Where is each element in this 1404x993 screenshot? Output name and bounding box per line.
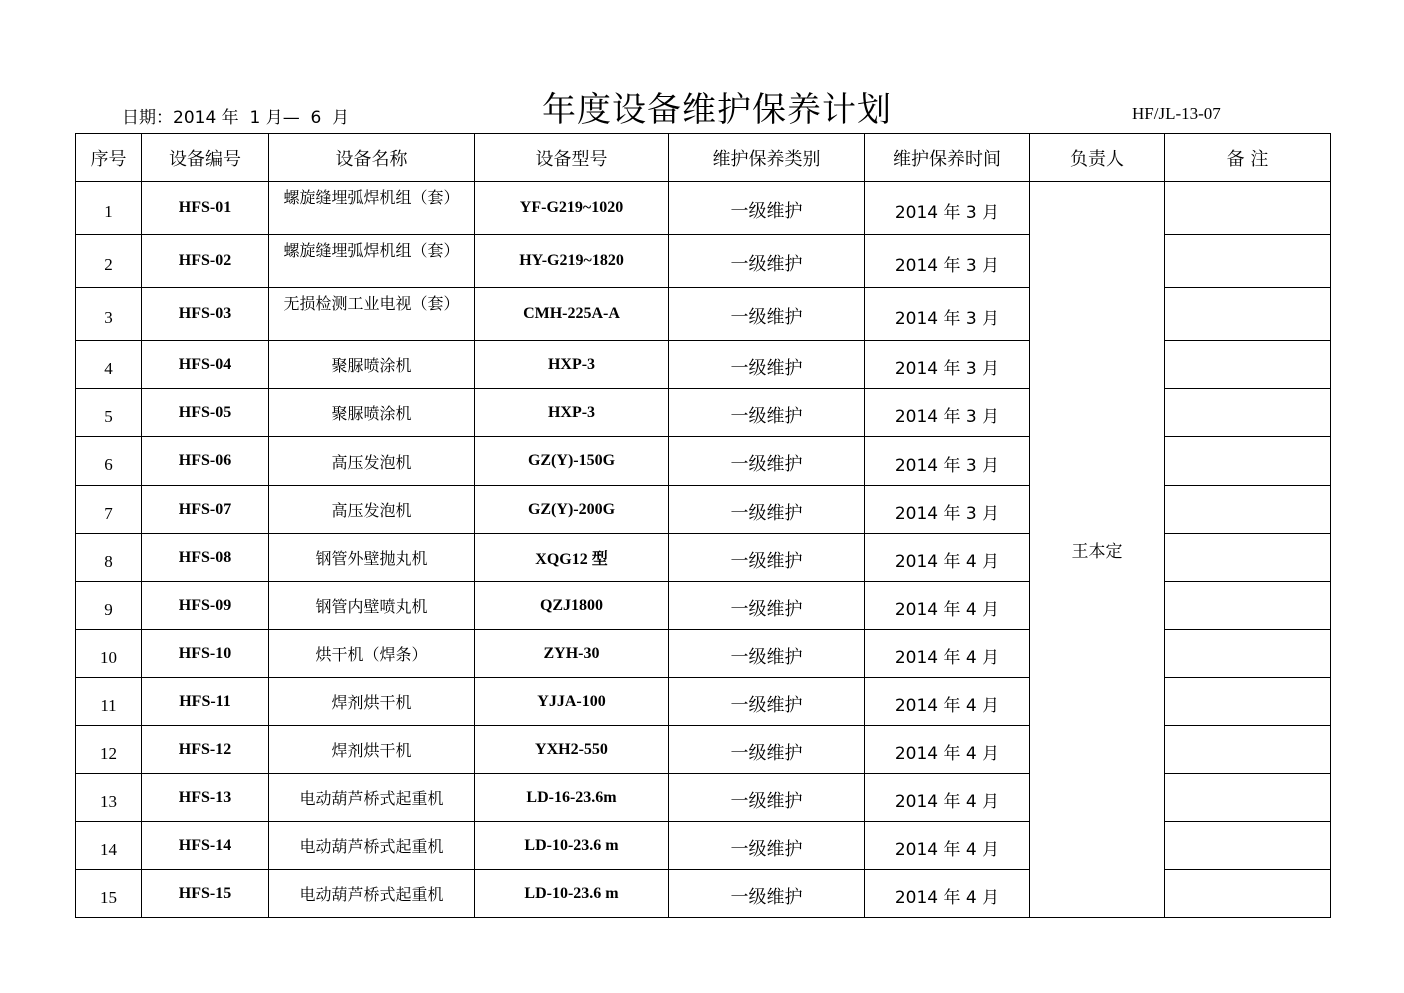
cell-equipment-name: 电动葫芦桥式起重机 xyxy=(269,870,475,918)
cell-model: LD-10-23.6 m xyxy=(475,870,669,918)
table-header-row xyxy=(76,134,1331,182)
cell-maintenance-time: 2014 年 3 月 xyxy=(865,341,1030,389)
cell-seq: 14 xyxy=(76,822,142,870)
cell-maintenance-time: 2014 年 4 月 xyxy=(865,534,1030,582)
column-header-maintenance-type: 维护保养类别 xyxy=(669,134,865,182)
cell-maintenance-type: 一级维护 xyxy=(669,630,865,678)
cell-maintenance-type: 一级维护 xyxy=(669,182,865,235)
cell-maintenance-time: 2014 年 3 月 xyxy=(865,486,1030,534)
table-row xyxy=(76,182,1331,235)
cell-equipment-id: HFS-02 xyxy=(142,235,269,288)
cell-model: LD-10-23.6 m xyxy=(475,822,669,870)
cell-maintenance-time: 2014 年 4 月 xyxy=(865,870,1030,918)
column-header-equipment-id: 设备编号 xyxy=(142,134,269,182)
cell-maintenance-type: 一级维护 xyxy=(669,870,865,918)
cell-maintenance-type: 一级维护 xyxy=(669,288,865,341)
cell-equipment-id: HFS-10 xyxy=(142,630,269,678)
cell-equipment-name: 聚脲喷涂机 xyxy=(269,341,475,389)
cell-seq: 9 xyxy=(76,582,142,630)
cell-maintenance-type: 一级维护 xyxy=(669,486,865,534)
page-title: 年度设备维护保养计划 xyxy=(542,90,892,130)
cell-equipment-name: 螺旋缝埋弧焊机组（套） xyxy=(269,182,475,235)
cell-maintenance-time: 2014 年 4 月 xyxy=(865,678,1030,726)
cell-maintenance-time: 2014 年 3 月 xyxy=(865,288,1030,341)
maintenance-plan-table xyxy=(75,133,1331,918)
column-header-model: 设备型号 xyxy=(475,134,669,182)
cell-model: ZYH-30 xyxy=(475,630,669,678)
cell-equipment-name: 电动葫芦桥式起重机 xyxy=(269,822,475,870)
cell-seq: 13 xyxy=(76,774,142,822)
cell-seq: 2 xyxy=(76,235,142,288)
cell-remarks xyxy=(1165,678,1331,726)
cell-remarks xyxy=(1165,774,1331,822)
cell-equipment-id: HFS-11 xyxy=(142,678,269,726)
cell-equipment-id: HFS-03 xyxy=(142,288,269,341)
cell-maintenance-time: 2014 年 3 月 xyxy=(865,182,1030,235)
cell-seq: 11 xyxy=(76,678,142,726)
column-header-seq: 序号 xyxy=(76,134,142,182)
cell-equipment-name: 无损检测工业电视（套） xyxy=(269,288,475,341)
cell-seq: 6 xyxy=(76,437,142,486)
cell-seq: 12 xyxy=(76,726,142,774)
cell-model: YF-G219~1020 xyxy=(475,182,669,235)
cell-maintenance-time: 2014 年 3 月 xyxy=(865,389,1030,437)
cell-maintenance-time: 2014 年 4 月 xyxy=(865,582,1030,630)
cell-remarks xyxy=(1165,582,1331,630)
cell-remarks xyxy=(1165,341,1331,389)
cell-equipment-id: HFS-04 xyxy=(142,341,269,389)
cell-maintenance-type: 一级维护 xyxy=(669,437,865,486)
cell-maintenance-type: 一级维护 xyxy=(669,822,865,870)
cell-equipment-name: 焊剂烘干机 xyxy=(269,726,475,774)
cell-equipment-name: 烘干机（焊条） xyxy=(269,630,475,678)
cell-model: HXP-3 xyxy=(475,341,669,389)
cell-maintenance-type: 一级维护 xyxy=(669,678,865,726)
cell-equipment-name: 钢管内壁喷丸机 xyxy=(269,582,475,630)
cell-remarks xyxy=(1165,630,1331,678)
cell-remarks xyxy=(1165,486,1331,534)
cell-model: YXH2-550 xyxy=(475,726,669,774)
cell-model: LD-16-23.6m xyxy=(475,774,669,822)
cell-equipment-name: 高压发泡机 xyxy=(269,437,475,486)
cell-equipment-name: 高压发泡机 xyxy=(269,486,475,534)
cell-model: CMH-225A-A xyxy=(475,288,669,341)
cell-maintenance-time: 2014 年 3 月 xyxy=(865,235,1030,288)
cell-remarks xyxy=(1165,288,1331,341)
cell-model: YJJA-100 xyxy=(475,678,669,726)
cell-model: GZ(Y)-200G xyxy=(475,486,669,534)
document-code: HF/JL-13-07 xyxy=(1132,104,1221,123)
cell-equipment-id: HFS-15 xyxy=(142,870,269,918)
cell-equipment-name: 螺旋缝埋弧焊机组（套） xyxy=(269,235,475,288)
cell-maintenance-type: 一级维护 xyxy=(669,774,865,822)
cell-seq: 8 xyxy=(76,534,142,582)
cell-equipment-id: HFS-08 xyxy=(142,534,269,582)
cell-maintenance-time: 2014 年 4 月 xyxy=(865,726,1030,774)
cell-equipment-id: HFS-07 xyxy=(142,486,269,534)
cell-model: HXP-3 xyxy=(475,389,669,437)
date-range: 日期：2014 年 1 月— 6 月 xyxy=(122,108,350,128)
cell-equipment-name: 焊剂烘干机 xyxy=(269,678,475,726)
cell-maintenance-type: 一级维护 xyxy=(669,341,865,389)
cell-remarks xyxy=(1165,822,1331,870)
cell-equipment-id: HFS-05 xyxy=(142,389,269,437)
cell-seq: 3 xyxy=(76,288,142,341)
cell-model: GZ(Y)-150G xyxy=(475,437,669,486)
cell-remarks xyxy=(1165,235,1331,288)
cell-equipment-name: 钢管外壁抛丸机 xyxy=(269,534,475,582)
cell-seq: 15 xyxy=(76,870,142,918)
cell-equipment-id: HFS-12 xyxy=(142,726,269,774)
cell-seq: 10 xyxy=(76,630,142,678)
column-header-equipment-name: 设备名称 xyxy=(269,134,475,182)
cell-seq: 1 xyxy=(76,182,142,235)
cell-maintenance-type: 一级维护 xyxy=(669,235,865,288)
cell-equipment-name: 电动葫芦桥式起重机 xyxy=(269,774,475,822)
cell-remarks xyxy=(1165,389,1331,437)
cell-maintenance-time: 2014 年 3 月 xyxy=(865,437,1030,486)
cell-remarks xyxy=(1165,182,1331,235)
column-header-person-in-charge: 负责人 xyxy=(1030,134,1165,182)
cell-remarks xyxy=(1165,437,1331,486)
cell-maintenance-time: 2014 年 4 月 xyxy=(865,630,1030,678)
cell-seq: 5 xyxy=(76,389,142,437)
cell-equipment-id: HFS-09 xyxy=(142,582,269,630)
cell-equipment-id: HFS-14 xyxy=(142,822,269,870)
cell-equipment-id: HFS-13 xyxy=(142,774,269,822)
cell-maintenance-type: 一级维护 xyxy=(669,534,865,582)
cell-remarks xyxy=(1165,870,1331,918)
cell-model: HY-G219~1820 xyxy=(475,235,669,288)
cell-remarks xyxy=(1165,726,1331,774)
cell-maintenance-type: 一级维护 xyxy=(669,582,865,630)
column-header-remarks: 备 注 xyxy=(1165,134,1331,182)
cell-maintenance-time: 2014 年 4 月 xyxy=(865,822,1030,870)
cell-model: QZJ1800 xyxy=(475,582,669,630)
cell-maintenance-type: 一级维护 xyxy=(669,389,865,437)
cell-seq: 7 xyxy=(76,486,142,534)
cell-equipment-id: HFS-01 xyxy=(142,182,269,235)
cell-equipment-name: 聚脲喷涂机 xyxy=(269,389,475,437)
cell-maintenance-type: 一级维护 xyxy=(669,726,865,774)
cell-equipment-id: HFS-06 xyxy=(142,437,269,486)
cell-seq: 4 xyxy=(76,341,142,389)
column-header-maintenance-time: 维护保养时间 xyxy=(865,134,1030,182)
cell-maintenance-time: 2014 年 4 月 xyxy=(865,774,1030,822)
cell-model: XQG12 型 xyxy=(475,534,669,582)
cell-person-in-charge: 王本定 xyxy=(1030,182,1165,918)
cell-remarks xyxy=(1165,534,1331,582)
